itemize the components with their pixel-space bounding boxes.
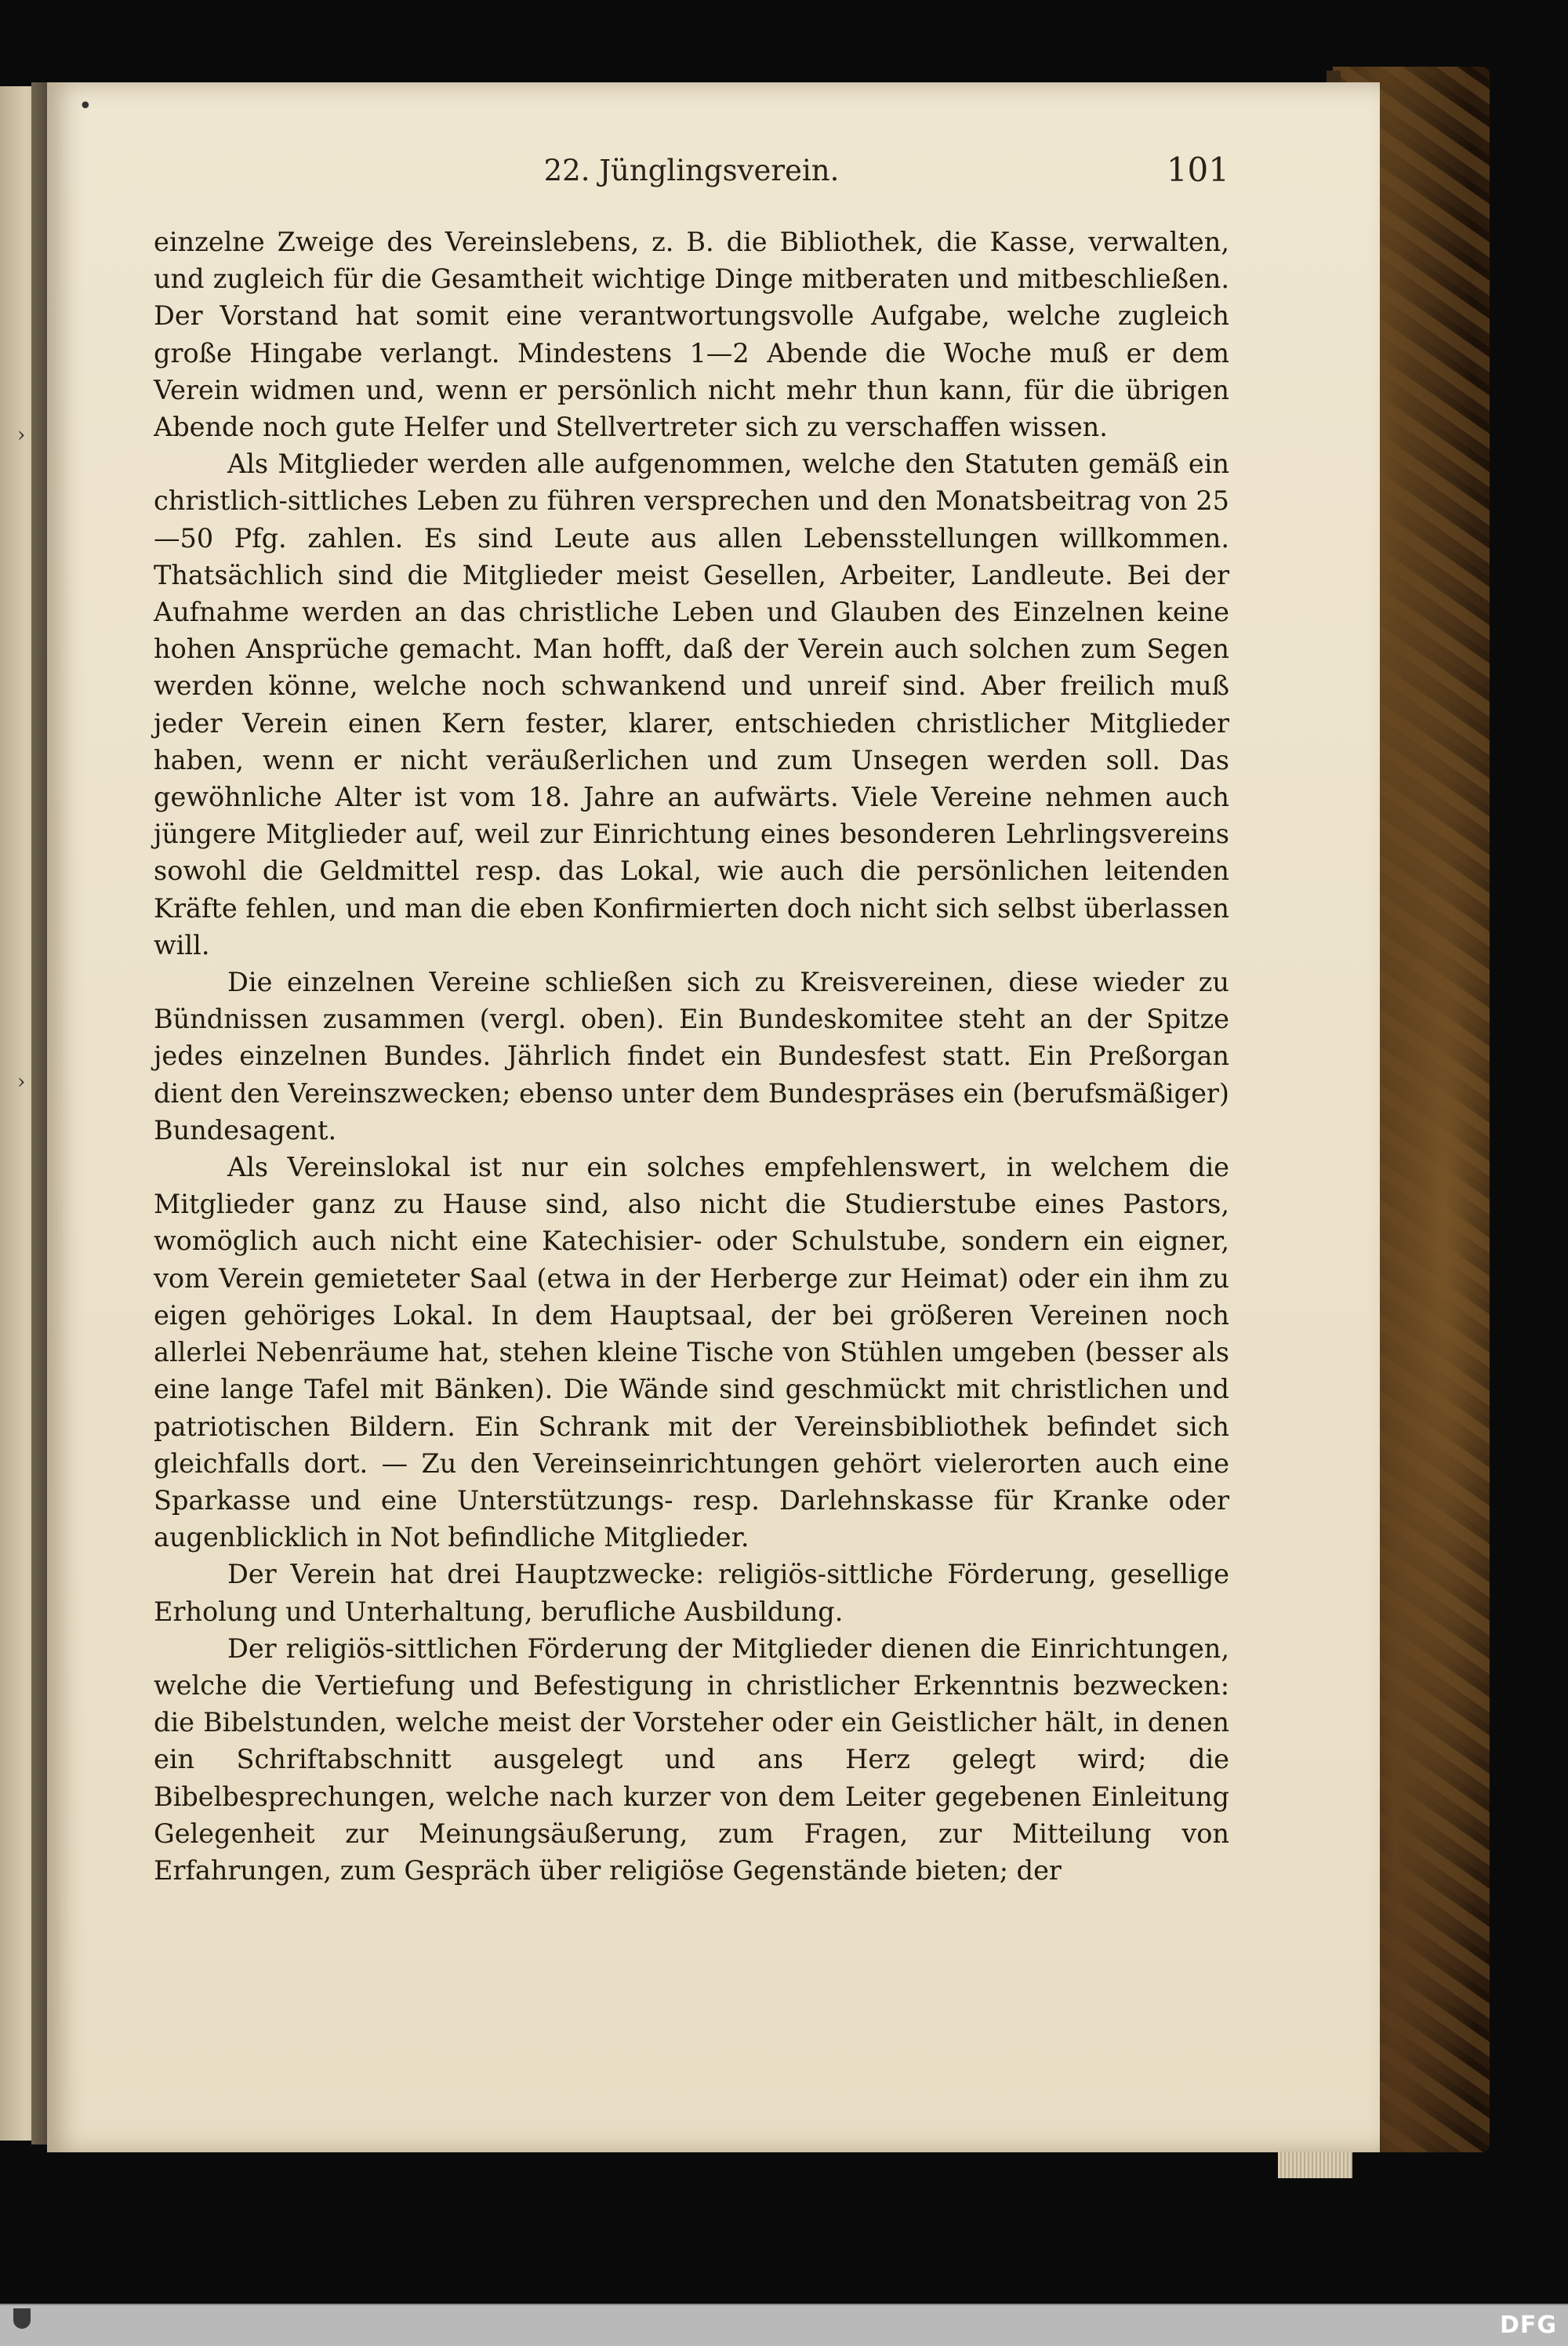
dfg-logo: DFG bbox=[1499, 2312, 1557, 2339]
paragraph: Als Mitglieder werden alle aufgenommen, welche den Statuten gemäß ein christlich-sittliches Leben zu führen versprechen und den Monatsbeitrag von 25—50 Pfg. zahlen. Es sind Leute aus allen Lebensstellungen willkommen. Thatsächlich sind die Mitglieder meist Gesellen, Arbeiter, Landleute. Bei der Aufnahme werden an das christliche Leben und Glauben des Einzelnen keine hohen Ansprüche gemacht. Man hofft, daß der Verein auch solchen zum Segen werden könne, welche noch schwankend und unreif sind. Aber freilich muß jeder Verein einen Kern fester, klarer, entschieden christlicher Mitglieder haben, wenn er nicht veräußerlichen und zum Unsegen werden soll. Das gewöhnliche Alter ist vom 18. Jahre an aufwärts. Viele Vereine nehmen auch jüngere Mitglieder auf, weil zur Einrichtung eines besonderen Lehrlingsvereins sowohl die Geldmittel resp. das Lokal, wie auch die persönlichen leitenden Kräfte fehlen, und man die eben Konfirmierten doch nicht sich selbst überlassen will. bbox=[154, 448, 1229, 961]
margin-speck: • bbox=[78, 93, 93, 120]
shield-icon bbox=[13, 2308, 31, 2329]
body-text bbox=[154, 223, 1229, 1889]
library-logo bbox=[5, 2307, 39, 2341]
paragraph: Die einzelnen Vereine schließen sich zu Kreisvereinen, diese wieder zu Bündnissen zusammen (vergl. oben). Ein Bundeskomitee steht an der Spitze jedes einzelnen Bundes. Jährlich findet ein Bundesfest statt. Ein Preßorgan dient den Vereinszwecken; ebenso unter dem Bundespräses ein (berufsmäßiger) Bundesagent. bbox=[154, 967, 1229, 1146]
paragraph: Der Verein hat drei Hauptzwecke: religiös-sittliche Förderung, gesellige Erholung und Unterhaltung, berufliche Ausbildung. bbox=[154, 1559, 1229, 1627]
paragraph: Der religiös-sittlichen Förderung der Mitglieder dienen die Einrichtungen, welche die Vertiefung und Befestigung in christlicher Erkenntnis bezwecken: die Bibelstunden, welche meist der Vorsteher oder ein Geistlicher hält, in denen ein Schriftabschnitt ausgelegt und ans Herz gelegt wird; die Bibelbesprechungen, welche nach kurzer von dem Leiter gegebenen Einleitung Gelegenheit zur Meinungsäußerung, zum Fragen, zur Mitteilung von Erfahrungen, zum Gespräch über religiöse Gegenstände bieten; der bbox=[154, 1632, 1229, 1886]
viewer-footer-bar bbox=[0, 2304, 1568, 2346]
paragraph: Als Vereinslokal ist nur ein solches empfehlenswert, in welchem die Mitglieder ganz zu Hause sind, also nicht die Studierstube eines Pastors, womöglich auch nicht eine Katechisier- oder Schulstube, sondern ein eigner, vom Verein gemieteter Saal (etwa in der Herberge zur Heimat) oder ein ihm zu eigen gehöriges Lokal. In dem Hauptsaal, der bei größeren Vereinen noch allerlei Nebenräume hat, stehen kleine Tische von Stühlen umgeben (besser als eine lange Tafel mit Bänken). Die Wände sind geschmückt mit christlichen und patriotischen Bildern. Ein Schrank mit der Vereinsbibliothek befindet sich gleichfalls dort. — Zu den Vereinseinrichtungen gehört vielerorten auch eine Sparkasse und eine Unterstützungs- resp. Darlehnskasse für Kranke oder augenblicklich in Not befindliche Mitglieder. bbox=[154, 1152, 1229, 1553]
margin-speck: › bbox=[17, 1070, 26, 1094]
chapter-title: 22. Jünglingsverein. bbox=[543, 154, 840, 187]
running-head bbox=[154, 147, 1229, 194]
paragraph: einzelne Zweige des Vereinslebens, z. B. die Bibliothek, die Kasse, verwalten, und zugleich für die Gesamtheit wichtige Dinge mitberaten und mitbeschließen. Der Vorstand hat somit eine verantwortungsvolle Aufgabe, welche zugleich große Hingabe verlangt. Mindestens 1—2 Abende die Woche muß er dem Verein widmen und, wenn er persönlich nicht mehr thun kann, für die übrigen Abende noch gute Helfer und Stellvertreter sich zu verschaffen wissen. bbox=[154, 227, 1229, 443]
margin-speck: › bbox=[17, 423, 26, 447]
page-number: 101 bbox=[1166, 151, 1229, 189]
